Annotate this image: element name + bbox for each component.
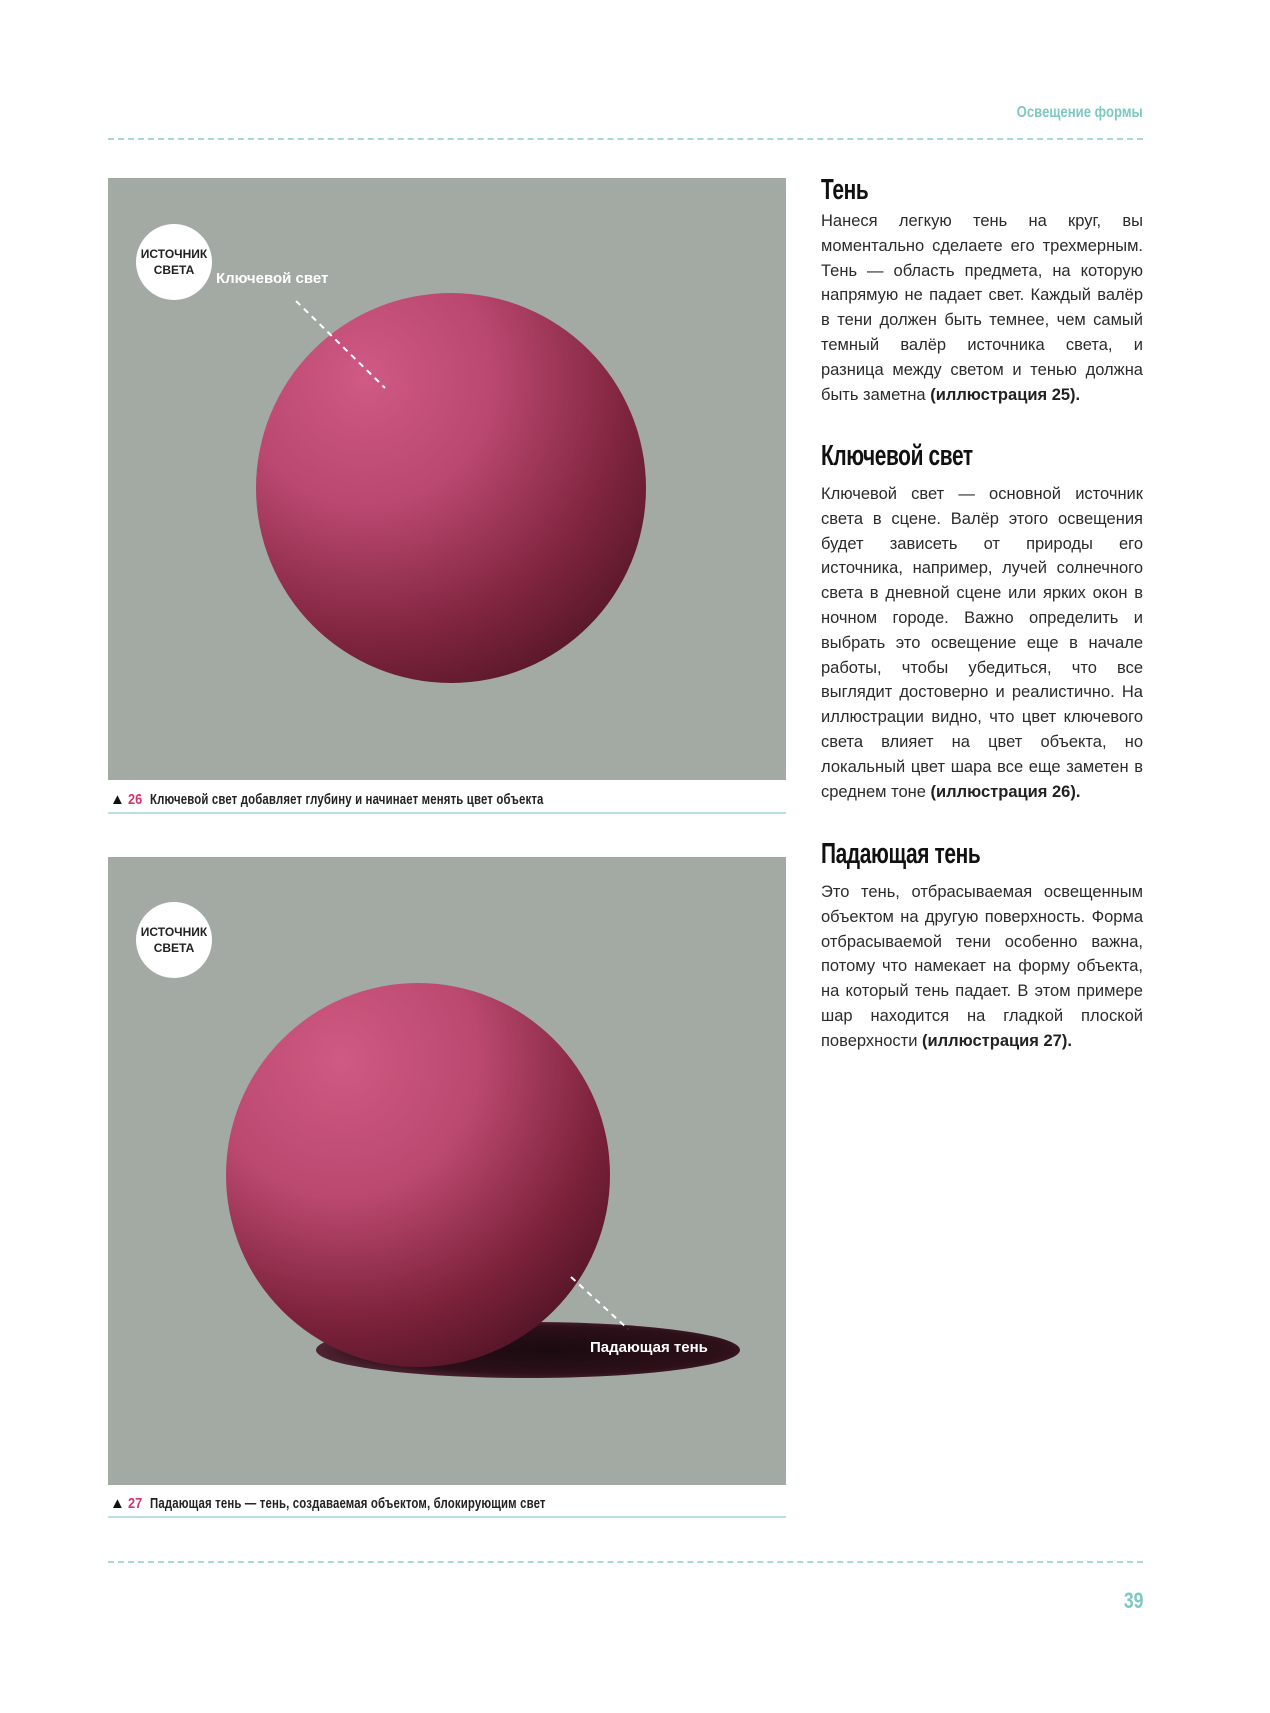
- sphere-26: [256, 293, 646, 683]
- section-body-shadow: [821, 209, 1143, 407]
- cast-shadow-pointer: [571, 1277, 628, 1329]
- illustration-reference: (иллюстрация 26).: [930, 782, 1081, 801]
- page-number: 39: [1123, 1588, 1143, 1613]
- section-title-cast-shadow: Падающая тень: [821, 838, 981, 870]
- caption-number: 27: [127, 1494, 143, 1512]
- sphere-27: [226, 983, 610, 1367]
- caption-text: Ключевой свет добавляет глубину и начинает менять цвет объекта: [149, 790, 544, 808]
- figure-26-illustration: [108, 178, 786, 780]
- light-source-badge: [136, 224, 212, 300]
- header-divider: [108, 138, 1143, 140]
- section-text: Ключевой свет — основной источник света в сцене. Валёр этого освещения будет зависеть от природы его источника, например, лучей солнечного света в дневной сцене или ярких окон в ночном городе. Важно определить и выбрать это освещение еще в начале работы, чтобы убедиться, что все выглядит достоверно и реалистично. На иллюстрации видно, что цвет ключевого света влияет на цвет объекта, но локальный цвет шара все еще заметен в среднем тоне: [821, 485, 1143, 801]
- running-header-title: Освещение формы: [1016, 104, 1143, 121]
- badge-line-2: СВЕТА: [153, 263, 195, 277]
- section-title-key-light: Ключевой свет: [821, 440, 973, 472]
- caption-triangle-icon: ▲: [110, 790, 125, 808]
- figure-27-illustration: [108, 857, 786, 1485]
- caption-number: 26: [127, 790, 143, 808]
- illustration-reference: (иллюстрация 27).: [922, 1031, 1072, 1050]
- figure-26-caption: [108, 786, 786, 814]
- light-source-badge: [136, 902, 212, 978]
- section-title-shadow: Тень: [821, 174, 869, 206]
- figure-27-caption: [108, 1490, 786, 1518]
- section-body-cast-shadow: [821, 880, 1143, 1054]
- caption-text: Падающая тень — тень, создаваемая объектом, блокирующим свет: [149, 1494, 546, 1512]
- badge-line-2: СВЕТА: [153, 941, 195, 955]
- section-text: Это тень, отбрасываемая освещенным объектом на другую поверхность. Форма отбрасываемой тени особенно важна, потому что намекает на форму объекта, на который тень падает. В этом примере шар находится на гладкой плоской поверхности: [821, 883, 1143, 1050]
- section-body-key-light: [821, 482, 1143, 804]
- cast-shadow-label: Падающая тень: [590, 1339, 708, 1356]
- footer-divider: [108, 1561, 1143, 1563]
- illustration-reference: (иллюстрация 25).: [930, 385, 1081, 404]
- badge-line-1: ИСТОЧНИК: [140, 247, 208, 261]
- section-text: Нанеся легкую тень на круг, вы моментально сделаете его трехмерным. Тень — область предмета, на которую напрямую не падает свет. Каждый валёр в тени должен быть темнее, чем самый темный валёр источника света, и разница между светом и тенью должна быть заметна: [821, 212, 1143, 404]
- key-light-label: Ключевой свет: [216, 270, 329, 287]
- caption-triangle-icon: ▲: [110, 1494, 125, 1512]
- badge-line-1: ИСТОЧНИК: [140, 925, 208, 939]
